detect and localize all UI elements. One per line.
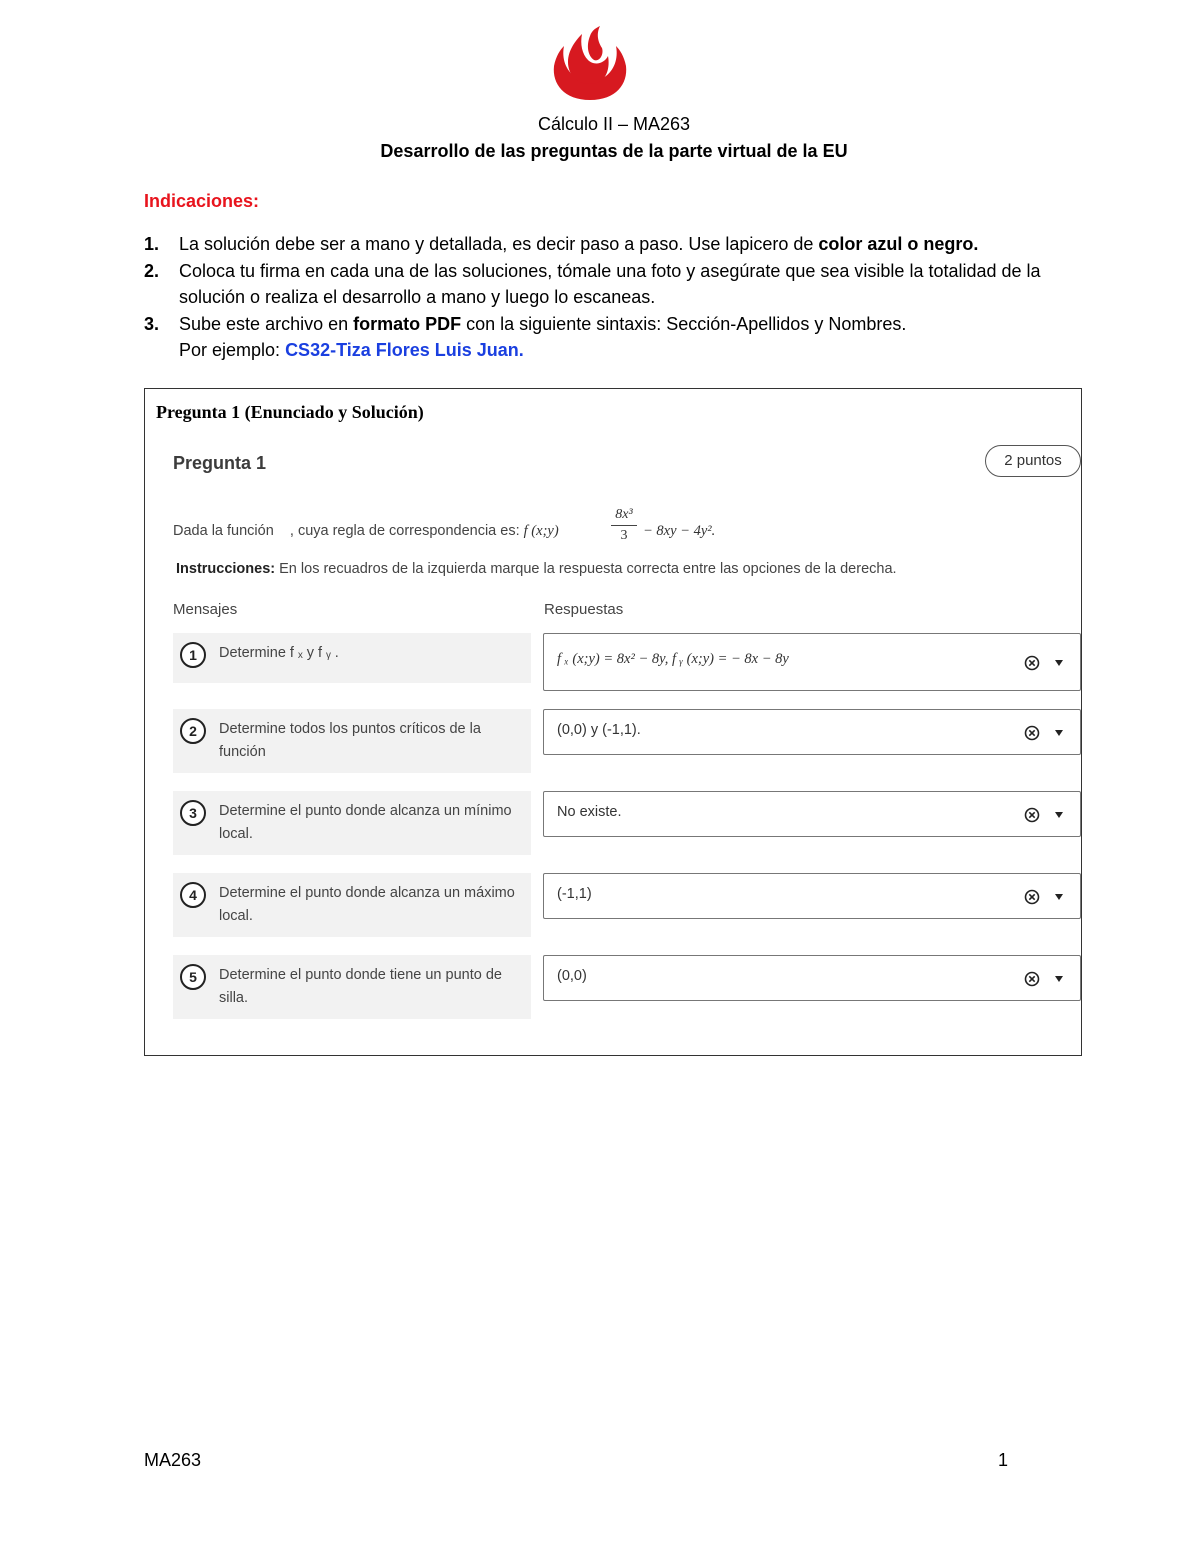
message-item-1: 1 Determine f ₓ y f ᵧ . <box>173 633 531 683</box>
message-item-3: 3 Determine el punto donde alcanza un mínimo local. <box>173 791 531 855</box>
footer-course-code: MA263 <box>144 1450 202 1470</box>
filename-example: CS32-Tiza Flores Luis Juan. <box>285 340 524 360</box>
list-item: 2. Coloca tu firma en cada una de las soluciones, tómale una foto y asegúrate que sea visible la totalidad de la solución o realiza el desarrollo a mano y luego lo escaneas. <box>144 260 1041 307</box>
clear-icon[interactable] <box>1024 725 1040 741</box>
list-item: 1. La solución debe ser a mano y detallada, es decir paso a paso. Use lapicero de color azul o negro. <box>144 234 979 254</box>
number-badge: 3 <box>180 800 206 826</box>
chevron-down-icon[interactable] <box>1054 659 1064 667</box>
list-item: 3. Sube este archivo en formato PDF con la siguiente sintaxis: Sección-Apellidos y Nombres. Por ejemplo: CS32-Tiza Flores Luis Juan. <box>144 313 907 360</box>
function-fraction: $\frac{\text{8x³}}{3}$ <box>611 507 637 544</box>
university-logo-icon <box>550 26 630 102</box>
indications-list <box>144 231 1089 364</box>
chevron-down-icon[interactable] <box>1054 975 1064 983</box>
question-box <box>144 388 1082 1056</box>
instructions: Instrucciones: En los recuadros de la izquierda marque la respuesta correcta entre las opciones de la derecha. <box>176 561 897 577</box>
number-badge: 2 <box>180 718 206 744</box>
question-box-title: Pregunta 1 (Enunciado y Solución) <box>156 402 424 422</box>
document-subtitle: Desarrollo de las preguntas de la parte virtual de la EU <box>380 141 848 161</box>
message-item-4: 4 Determine el punto donde alcanza un máximo local. <box>173 873 531 937</box>
course-title: Cálculo II – MA263 <box>537 114 691 134</box>
indications-heading: Indicaciones: <box>144 191 260 211</box>
page-number: 1 <box>998 1450 1009 1470</box>
function-rest: − 8xy − 4y². <box>643 523 716 539</box>
clear-icon[interactable] <box>1024 807 1040 823</box>
answers-column-header: Respuestas <box>544 601 624 618</box>
answer-select-4[interactable]: (-1,1) <box>543 873 1081 919</box>
answer-select-2[interactable]: (0,0) y (-1,1). <box>543 709 1081 755</box>
points-badge: 2 puntos <box>985 445 1081 477</box>
chevron-down-icon[interactable] <box>1054 811 1064 819</box>
number-badge: 4 <box>180 882 206 908</box>
chevron-down-icon[interactable] <box>1054 729 1064 737</box>
message-item-5: 5 Determine el punto donde tiene un punto de silla. <box>173 955 531 1019</box>
answer-select-1[interactable]: f ₓ (x;y) = 8x² − 8y, f ᵧ (x;y) = − 8x − 8y <box>543 633 1081 691</box>
clear-icon[interactable] <box>1024 971 1040 987</box>
question-name: Pregunta 1 <box>173 453 267 473</box>
number-badge: 1 <box>180 642 206 668</box>
clear-icon[interactable] <box>1024 655 1040 671</box>
clear-icon[interactable] <box>1024 889 1040 905</box>
number-badge: 5 <box>180 964 206 990</box>
message-item-2: 2 Determine todos los puntos críticos de la función <box>173 709 531 773</box>
chevron-down-icon[interactable] <box>1054 893 1064 901</box>
question-statement: Dada la función , cuya regla de correspondencia es: f (x;y) <box>173 523 559 539</box>
messages-column-header: Mensajes <box>173 601 238 618</box>
answer-select-5[interactable]: (0,0) <box>543 955 1081 1001</box>
answer-select-3[interactable]: No existe. <box>543 791 1081 837</box>
